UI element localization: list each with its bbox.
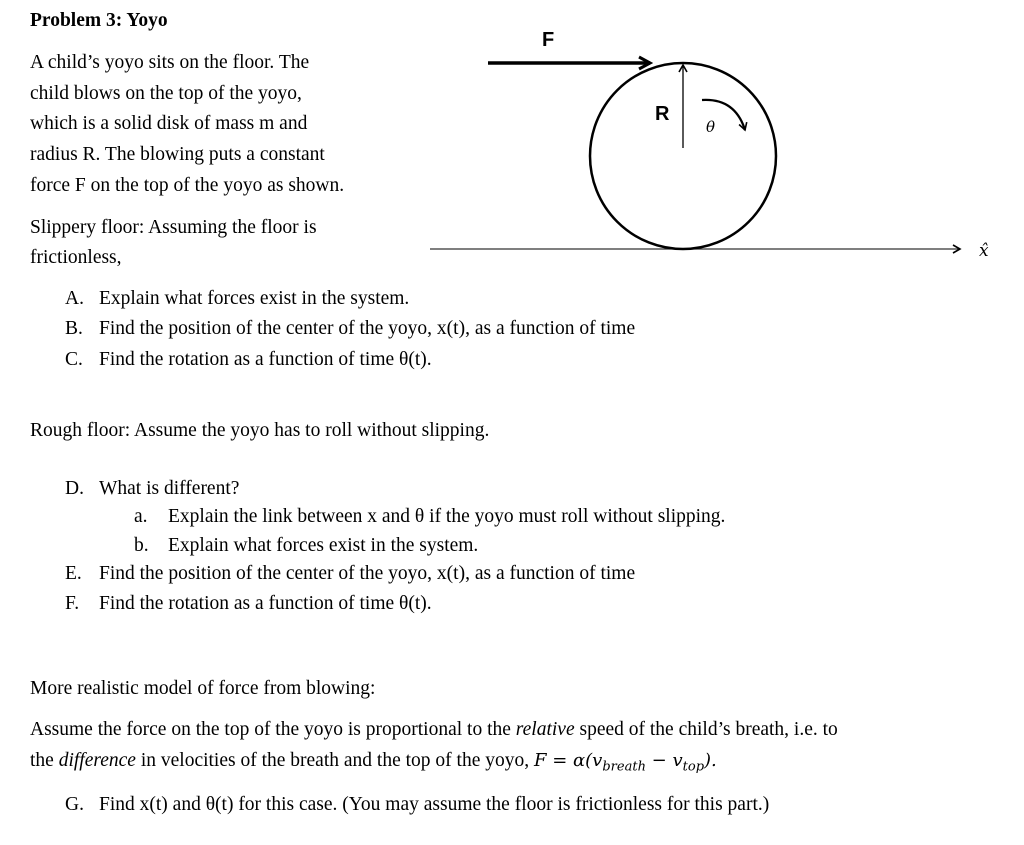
- list-item: What is different?: [99, 478, 240, 499]
- eq-sub: top: [682, 759, 705, 775]
- list-letter: F.: [65, 593, 80, 614]
- list-item: Find the position of the center of the yoyo, x(t), as a function of time: [99, 318, 636, 339]
- sub-item: Explain the link between x and θ if the yoyo must roll without slipping.: [168, 506, 726, 527]
- problem-title: Problem 3: Yoyo: [30, 10, 168, 31]
- eq-sub: breath: [602, 759, 646, 775]
- list-letter: C.: [65, 349, 83, 370]
- list-letter: D.: [65, 478, 84, 499]
- list-letter: B.: [65, 318, 83, 339]
- list-item: Explain what forces exist in the system.: [99, 288, 410, 309]
- eq-part: F = α(v: [533, 750, 603, 771]
- slippery-line: Slippery floor: Assuming the floor is: [30, 217, 317, 238]
- emphasis: difference: [58, 750, 136, 771]
- text: speed of the child’s breath, i.e. to: [574, 719, 838, 740]
- sub-letter: b.: [134, 535, 149, 556]
- list-item: Find the position of the center of the yoyo, x(t), as a function of time: [99, 563, 636, 584]
- text: the: [30, 750, 59, 771]
- force-label: F: [542, 29, 555, 51]
- emphasis: relative: [515, 719, 575, 740]
- x-hat-label: x̂: [979, 241, 989, 261]
- realistic-heading: More realistic model of force from blowing:: [30, 678, 376, 699]
- radius-label: R: [655, 103, 670, 125]
- rough-floor-heading: Rough floor: Assume the yoyo has to roll without slipping.: [30, 420, 490, 441]
- list-letter: G.: [65, 794, 84, 815]
- intro-line: radius R. The blowing puts a constant: [30, 144, 325, 165]
- sub-letter: a.: [134, 506, 148, 527]
- text: Assume the force on the top of the yoyo is proportional to the: [30, 719, 516, 740]
- slippery-line: frictionless,: [30, 247, 122, 268]
- intro-line: force F on the top of the yoyo as shown.: [30, 175, 345, 196]
- sub-item: Explain what forces exist in the system.: [168, 535, 479, 556]
- intro-line: which is a solid disk of mass m and: [30, 113, 308, 134]
- list-item: Find the rotation as a function of time θ(t).: [99, 593, 432, 614]
- angle-label: θ: [706, 118, 716, 136]
- list-item: Find x(t) and θ(t) for this case. (You may assume the floor is frictionless for this part.): [99, 794, 770, 815]
- text: in velocities of the breath and the top of the yoyo,: [135, 750, 534, 771]
- eq-part: − v: [645, 750, 683, 771]
- list-item: Find the rotation as a function of time θ(t).: [99, 349, 432, 370]
- list-letter: E.: [65, 563, 82, 584]
- intro-line: child blows on the top of the yoyo,: [30, 83, 302, 104]
- eq-part: ).: [704, 750, 717, 771]
- intro-line: A child’s yoyo sits on the floor. The: [30, 52, 310, 73]
- list-letter: A.: [65, 288, 84, 309]
